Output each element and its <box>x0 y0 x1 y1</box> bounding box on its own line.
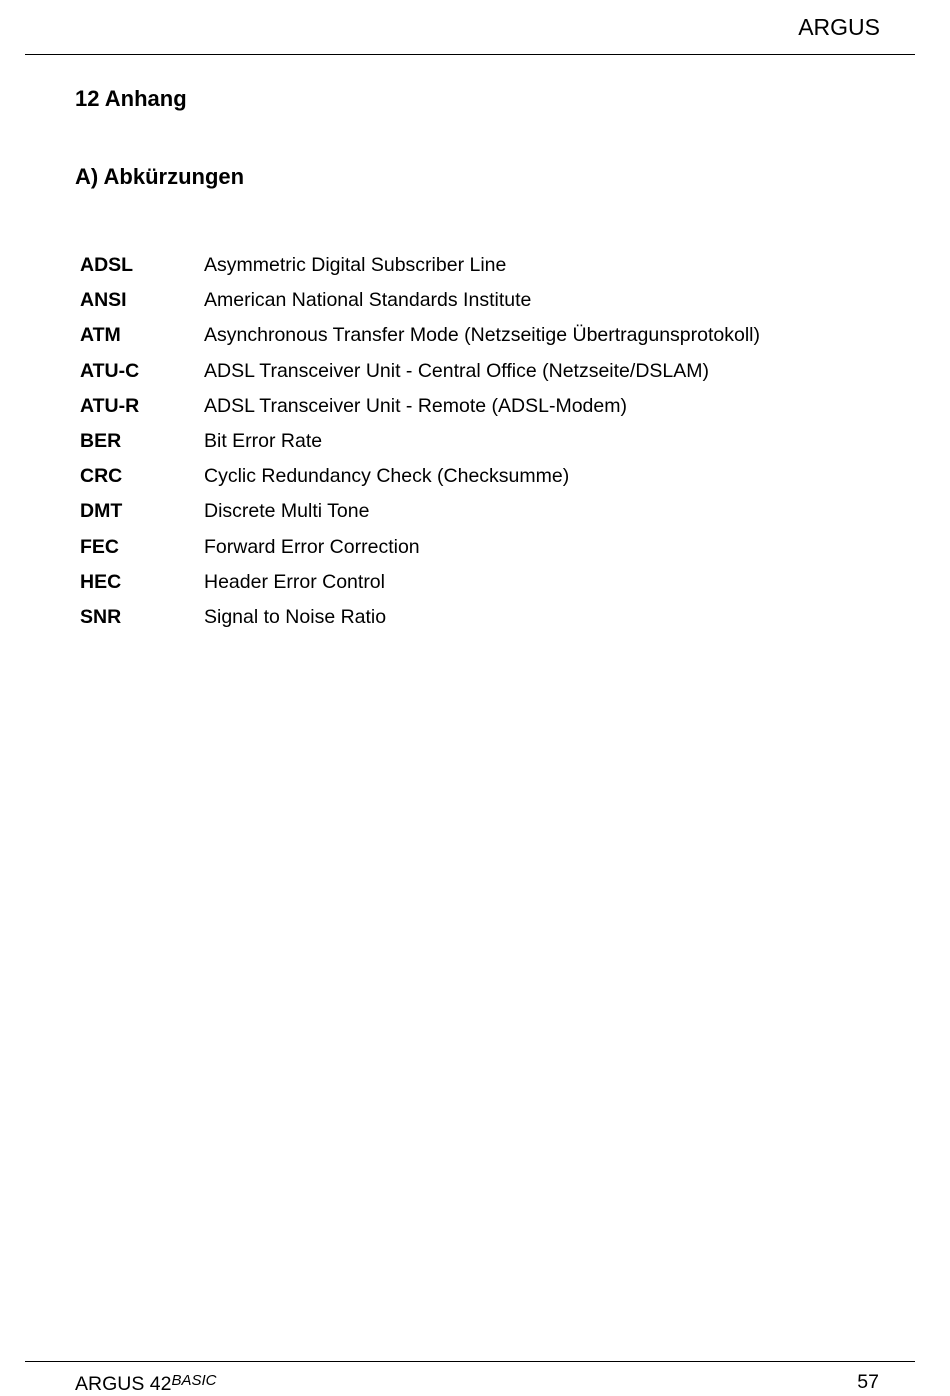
abbreviation-term: SNR <box>80 605 122 628</box>
abbreviation-term: BER <box>80 430 122 453</box>
abbreviation-term: ATU-C <box>80 359 140 382</box>
abbreviation-term: ATM <box>80 324 121 347</box>
header-rule <box>25 54 915 55</box>
abbreviation-definition: American National Standards Institute <box>204 289 532 312</box>
product-name: ARGUS 42 <box>75 1373 172 1395</box>
abbreviation-row <box>80 389 860 424</box>
abbreviation-row <box>80 318 860 353</box>
footer-rule <box>25 1361 915 1362</box>
abbreviation-term: ANSI <box>80 289 127 312</box>
abbreviation-term: FEC <box>80 535 119 558</box>
abbreviation-definition: ADSL Transceiver Unit - Remote (ADSL-Modem) <box>204 394 627 417</box>
abbreviation-definition: Discrete Multi Tone <box>204 500 370 523</box>
abbreviation-definition: Bit Error Rate <box>204 430 323 453</box>
abbreviation-row <box>80 283 860 318</box>
abbreviation-definition: Forward Error Correction <box>204 535 420 558</box>
abbreviation-definition: Signal to Noise Ratio <box>204 605 387 628</box>
abbreviation-term: ADSL <box>80 254 134 277</box>
abbreviation-term: DMT <box>80 500 123 523</box>
abbreviation-term: HEC <box>80 570 122 593</box>
abbreviation-list <box>80 248 860 635</box>
page-number: 57 <box>857 1371 879 1393</box>
product-edition: BASIC <box>171 1372 217 1389</box>
abbreviation-term: CRC <box>80 465 123 488</box>
chapter-title: 12 Anhang <box>75 86 187 111</box>
abbreviation-row <box>80 248 860 283</box>
abbreviation-row <box>80 565 860 600</box>
abbreviation-definition: Header Error Control <box>204 570 385 593</box>
abbreviation-row <box>80 494 860 529</box>
abbreviation-row <box>80 530 860 565</box>
abbreviation-row <box>80 354 860 389</box>
footer-product-name <box>75 1372 216 1396</box>
section-title: A) Abkürzungen <box>75 164 245 189</box>
running-header: ARGUS <box>798 14 880 40</box>
abbreviation-definition: ADSL Transceiver Unit - Central Office (Netzseite/DSLAM) <box>204 359 709 382</box>
abbreviation-definition: Cyclic Redundancy Check (Checksumme) <box>204 465 570 488</box>
abbreviation-term: ATU-R <box>80 394 140 417</box>
abbreviation-definition: Asynchronous Transfer Mode (Netzseitige Übertragunsprotokoll) <box>204 324 761 347</box>
abbreviation-row <box>80 459 860 494</box>
abbreviation-row <box>80 600 860 635</box>
abbreviation-definition: Asymmetric Digital Subscriber Line <box>204 254 507 277</box>
abbreviation-row <box>80 424 860 459</box>
